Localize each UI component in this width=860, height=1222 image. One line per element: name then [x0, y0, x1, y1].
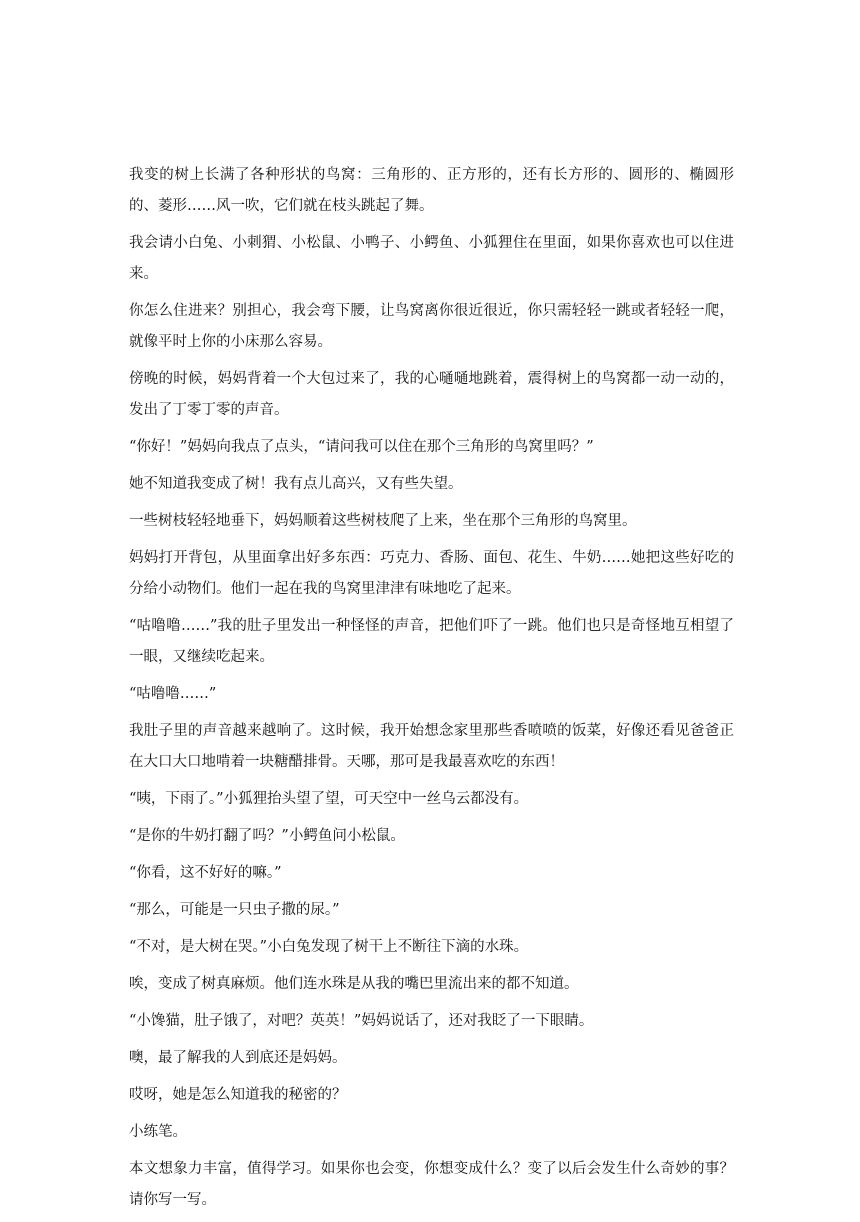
paragraph-1: 我变的树上长满了各种形状的鸟窝：三角形的、正方形的，还有长方形的、圆形的、椭圆形的、菱形……风一吹，它们就在枝头跳起了舞。 — [129, 167, 734, 214]
paragraph-17: 唉，变成了树真麻烦。他们连水珠是从我的嘴巴里流出来的都不知道。 — [129, 976, 579, 992]
paragraph-11: 我肚子里的声音越来越响了。这时候，我开始想念家里那些香喷喷的饭菜，好像还看见爸爸正在大口大口地啃着一块糖醋排骨。天哪，那可是我最喜欢吃的东西！ — [129, 723, 734, 770]
paragraph-8: 妈妈打开背包，从里面拿出好多东西：巧克力、香肠、面包、花生、牛奶……她把这些好吃的分给小动物们。他们一起在我的鸟窝里津津有味地吃了起来。 — [129, 550, 734, 597]
paragraph-13: “是你的牛奶打翻了吗？”小鳄鱼问小松鼠。 — [129, 828, 405, 844]
exercise-heading: 小练笔。 — [129, 1124, 187, 1140]
paragraph-7: 一些树枝轻轻地垂下，妈妈顺着这些树枝爬了上来，坐在那个三角形的鸟窝里。 — [129, 513, 637, 529]
exercise-prompt: 本文想象力丰富，值得学习。如果你也会变，你想变成什么？变了以后会发生什么奇妙的事？请你写一写。 — [129, 1161, 734, 1208]
paragraph-12: “咦，下雨了。”小狐狸抬头望了望，可天空中一丝乌云都没有。 — [129, 791, 529, 807]
paragraph-2: 我会请小白兔、小刺猬、小松鼠、小鸭子、小鳄鱼、小狐狸住在里面，如果你喜欢也可以住进来。 — [129, 235, 734, 282]
paragraph-18: “小馋猫，肚子饿了，对吧？英英！”妈妈说话了，还对我眨了一下眼睛。 — [129, 1013, 594, 1029]
paragraph-5: “你好！”妈妈向我点了点头，“请问我可以住在那个三角形的鸟窝里吗？” — [129, 439, 594, 455]
paragraph-16: “不对，是大树在哭。”小白兔发现了树干上不断往下滴的水珠。 — [129, 939, 529, 955]
paragraph-14: “你看，这不好好的嘛。” — [129, 865, 282, 881]
paragraph-19: 噢，最了解我的人到底还是妈妈。 — [129, 1050, 347, 1066]
paragraph-4: 傍晚的时候，妈妈背着一个大包过来了，我的心嗵嗵地跳着，震得树上的鸟窝都一动一动的，发出了丁零丁零的声音。 — [129, 371, 734, 418]
paragraph-20: 哎呀，她是怎么知道我的秘密的？ — [129, 1087, 347, 1103]
paragraph-3: 你怎么住进来？别担心，我会弯下腰，让鸟窝离你很近很近，你只需轻轻一跳或者轻轻一爬，就像平时上你的小床那么容易。 — [129, 303, 734, 350]
paragraph-15: “那么，可能是一只虫子撒的尿。” — [129, 902, 340, 918]
document-body — [129, 160, 734, 1222]
paragraph-9: “咕噜噜……”我的肚子里发出一种怪怪的声音，把他们吓了一跳。他们也只是奇怪地互相望了一眼，又继续吃起来。 — [129, 618, 734, 665]
paragraph-10: “咕噜噜……” — [129, 686, 217, 702]
paragraph-6: 她不知道我变成了树！我有点儿高兴，又有些失望。 — [129, 476, 463, 492]
